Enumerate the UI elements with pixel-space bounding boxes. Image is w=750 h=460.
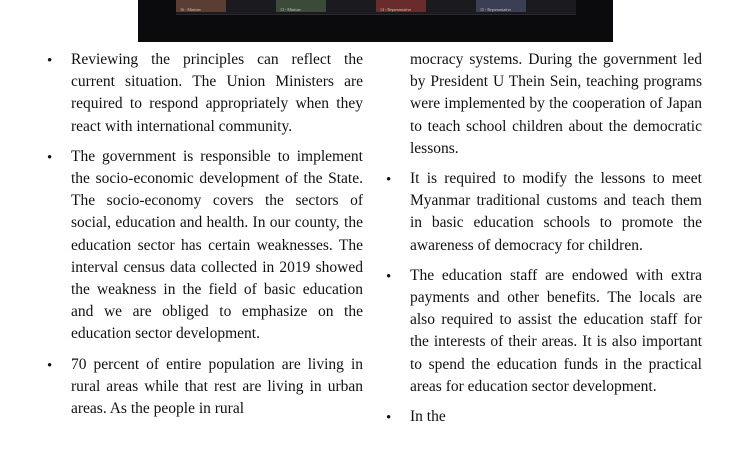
participant-tile: 14 - Representative (376, 0, 426, 12)
list-item (47, 49, 363, 138)
left-column (47, 49, 363, 428)
list-item (386, 265, 702, 398)
paragraph-text: 70 percent of entire population are living in rural areas while that rest are living in urban areas. As the people in rural (71, 355, 363, 418)
right-column (386, 49, 702, 436)
bullet-icon: • (47, 149, 53, 166)
paragraph-text: Reviewing the principles can reflect the current situation. The Union Ministers are required to respond appropriately when they react with international community. (71, 51, 363, 135)
continued-paragraph: mocracy systems. During the government led by President U Thein Sein, teaching programs were implemented by the cooperation of Japan to teach school children about the democratic lessons. (410, 51, 702, 157)
participant-tile: 15 - Representative (476, 0, 526, 12)
list-item (47, 354, 363, 421)
bullet-icon: • (47, 357, 53, 374)
bullet-icon: • (386, 172, 392, 189)
paragraph-text: In the (410, 408, 446, 426)
bullet-icon: • (386, 410, 392, 427)
video-conference-screen (176, 0, 576, 15)
bullet-icon: • (386, 268, 392, 285)
participant-tile: 16 - Minister (176, 0, 226, 12)
list-item (386, 406, 702, 428)
paragraph-text: The education staff are endowed with extra payments and other benefits. The locals are also required to assist the education staff for the interests of their areas. It is also important to spend the education funds in the practical areas for education sector development. (410, 266, 702, 395)
bullet-icon: • (47, 53, 53, 69)
paragraph-text: The government is responsible to implement the socio-economic development of the State. The socio-economy covers the sectors of social, education and health. In our county, the education sector has certain weaknesses. The interval census data collected in 2019 showed the weakness in the field of basic education and we are obliged to emphasize on the education sector development. (71, 147, 363, 343)
list-item (386, 168, 702, 257)
list-item (47, 146, 363, 346)
news-photo (138, 0, 613, 42)
paragraph-text: It is required to modify the lessons to meet Myanmar traditional customs and teach them in basic education schools to promote the awareness of democracy for children. (410, 170, 702, 254)
participant-tile: 13 - Minister (276, 0, 326, 12)
